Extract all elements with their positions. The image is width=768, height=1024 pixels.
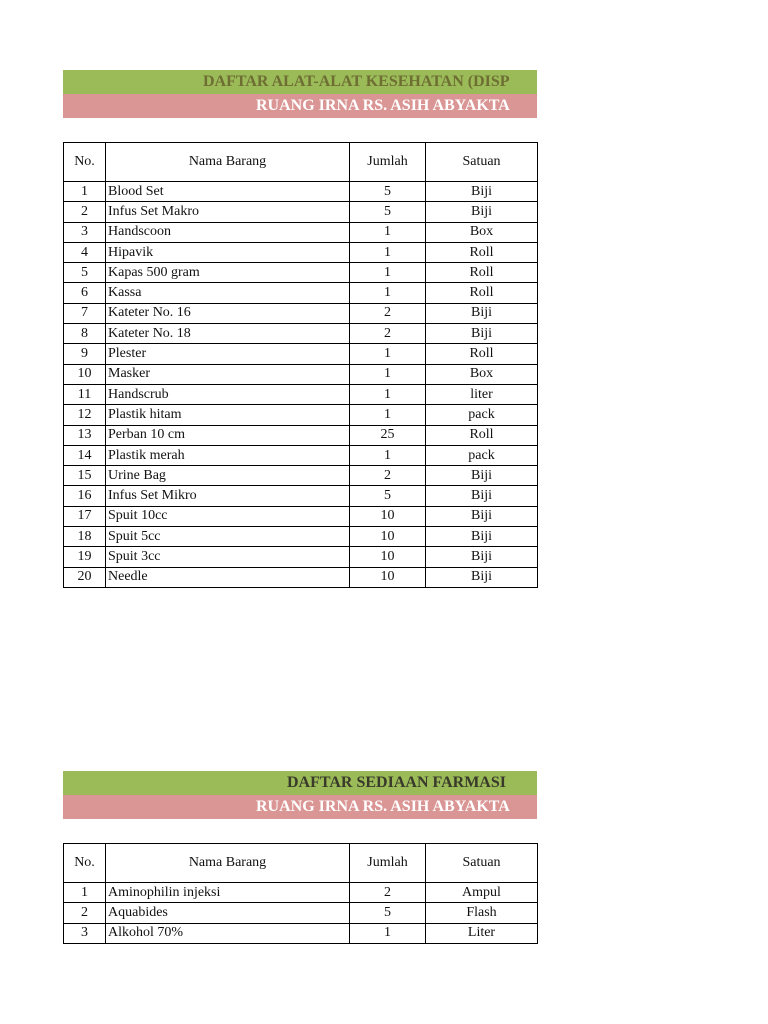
table-row <box>64 364 538 384</box>
cell-name: Masker <box>106 364 350 384</box>
cell-no: 11 <box>64 384 106 404</box>
table1-wrapper <box>63 142 537 588</box>
cell-no: 3 <box>64 923 106 943</box>
cell-no: 3 <box>64 222 106 242</box>
cell-name: Handscoon <box>106 222 350 242</box>
cell-qty: 10 <box>350 547 426 567</box>
cell-no: 16 <box>64 486 106 506</box>
section2-title: DAFTAR SEDIAAN FARMASI <box>63 771 537 795</box>
cell-unit: Biji <box>426 202 538 222</box>
cell-qty: 5 <box>350 182 426 202</box>
cell-qty: 10 <box>350 567 426 587</box>
cell-qty: 10 <box>350 527 426 547</box>
cell-unit: Box <box>426 364 538 384</box>
cell-qty: 1 <box>350 384 426 404</box>
cell-qty: 1 <box>350 364 426 384</box>
header-unit: Satuan <box>426 844 538 883</box>
table-row <box>64 445 538 465</box>
cell-unit: Biji <box>426 182 538 202</box>
table-header-row <box>64 844 538 883</box>
cell-name: Aminophilin injeksi <box>106 883 350 903</box>
cell-unit: Roll <box>426 263 538 283</box>
cell-qty: 1 <box>350 405 426 425</box>
cell-qty: 5 <box>350 202 426 222</box>
table-row <box>64 547 538 567</box>
cell-name: Spuit 5cc <box>106 527 350 547</box>
cell-name: Infus Set Makro <box>106 202 350 222</box>
cell-unit: Biji <box>426 567 538 587</box>
header-no: No. <box>64 143 106 182</box>
section-alat-kesehatan <box>63 70 537 118</box>
table-row <box>64 466 538 486</box>
cell-qty: 5 <box>350 486 426 506</box>
cell-no: 17 <box>64 506 106 526</box>
cell-name: Hipavik <box>106 242 350 262</box>
header-unit: Satuan <box>426 143 538 182</box>
cell-qty: 2 <box>350 324 426 344</box>
cell-no: 10 <box>64 364 106 384</box>
cell-unit: Biji <box>426 547 538 567</box>
cell-unit: Ampul <box>426 883 538 903</box>
cell-no: 7 <box>64 303 106 323</box>
cell-no: 8 <box>64 324 106 344</box>
table-alat-kesehatan <box>63 142 538 588</box>
table-row <box>64 303 538 323</box>
cell-qty: 1 <box>350 263 426 283</box>
table-row <box>64 923 538 943</box>
cell-no: 13 <box>64 425 106 445</box>
cell-no: 20 <box>64 567 106 587</box>
cell-name: Kapas 500 gram <box>106 263 350 283</box>
table-row <box>64 344 538 364</box>
section1-subtitle: RUANG IRNA RS. ASIH ABYAKTA <box>63 94 537 118</box>
cell-no: 12 <box>64 405 106 425</box>
cell-unit: Flash <box>426 903 538 923</box>
cell-qty: 1 <box>350 283 426 303</box>
table-row <box>64 283 538 303</box>
table-row <box>64 527 538 547</box>
table-row <box>64 222 538 242</box>
cell-no: 1 <box>64 883 106 903</box>
table-row <box>64 384 538 404</box>
cell-no: 14 <box>64 445 106 465</box>
table-header-row <box>64 143 538 182</box>
cell-unit: Biji <box>426 303 538 323</box>
cell-name: Alkohol 70% <box>106 923 350 943</box>
cell-no: 2 <box>64 903 106 923</box>
table-row <box>64 506 538 526</box>
section1-title: DAFTAR ALAT-ALAT KESEHATAN (DISP <box>63 70 537 94</box>
cell-unit: pack <box>426 445 538 465</box>
section2-subtitle: RUANG IRNA RS. ASIH ABYAKTA <box>63 795 537 819</box>
cell-unit: Roll <box>426 344 538 364</box>
cell-unit: pack <box>426 405 538 425</box>
cell-name: Kassa <box>106 283 350 303</box>
header-name: Nama Barang <box>106 143 350 182</box>
cell-name: Kateter No. 16 <box>106 303 350 323</box>
cell-no: 15 <box>64 466 106 486</box>
cell-qty: 1 <box>350 445 426 465</box>
cell-no: 19 <box>64 547 106 567</box>
cell-name: Spuit 3cc <box>106 547 350 567</box>
cell-unit: Biji <box>426 486 538 506</box>
cell-name: Handscrub <box>106 384 350 404</box>
cell-name: Spuit 10cc <box>106 506 350 526</box>
table-row <box>64 486 538 506</box>
cell-unit: Biji <box>426 466 538 486</box>
table2-wrapper <box>63 843 537 944</box>
cell-unit: Biji <box>426 324 538 344</box>
cell-unit: Roll <box>426 242 538 262</box>
cell-name: Plester <box>106 344 350 364</box>
cell-unit: Biji <box>426 506 538 526</box>
cell-name: Kateter No. 18 <box>106 324 350 344</box>
cell-unit: Liter <box>426 923 538 943</box>
table-row <box>64 425 538 445</box>
cell-no: 9 <box>64 344 106 364</box>
header-no: No. <box>64 844 106 883</box>
table-row <box>64 405 538 425</box>
table-row <box>64 903 538 923</box>
cell-name: Infus Set Mikro <box>106 486 350 506</box>
cell-qty: 1 <box>350 242 426 262</box>
cell-qty: 25 <box>350 425 426 445</box>
cell-unit: Biji <box>426 527 538 547</box>
cell-qty: 2 <box>350 466 426 486</box>
cell-name: Aquabides <box>106 903 350 923</box>
table-row <box>64 324 538 344</box>
table-row <box>64 202 538 222</box>
cell-qty: 1 <box>350 222 426 242</box>
cell-unit: Box <box>426 222 538 242</box>
cell-name: Plastik merah <box>106 445 350 465</box>
cell-qty: 2 <box>350 303 426 323</box>
cell-qty: 10 <box>350 506 426 526</box>
cell-unit: liter <box>426 384 538 404</box>
cell-name: Plastik hitam <box>106 405 350 425</box>
cell-no: 2 <box>64 202 106 222</box>
cell-no: 4 <box>64 242 106 262</box>
cell-qty: 1 <box>350 923 426 943</box>
header-qty: Jumlah <box>350 143 426 182</box>
header-name: Nama Barang <box>106 844 350 883</box>
cell-unit: Roll <box>426 283 538 303</box>
cell-qty: 1 <box>350 344 426 364</box>
section-sediaan-farmasi <box>63 771 537 819</box>
cell-qty: 5 <box>350 903 426 923</box>
table-row <box>64 567 538 587</box>
cell-unit: Roll <box>426 425 538 445</box>
cell-name: Urine Bag <box>106 466 350 486</box>
cell-no: 1 <box>64 182 106 202</box>
cell-no: 18 <box>64 527 106 547</box>
cell-no: 5 <box>64 263 106 283</box>
table-sediaan-farmasi <box>63 843 538 944</box>
cell-name: Perban 10 cm <box>106 425 350 445</box>
cell-no: 6 <box>64 283 106 303</box>
cell-name: Needle <box>106 567 350 587</box>
table-row <box>64 883 538 903</box>
cell-name: Blood Set <box>106 182 350 202</box>
table-row <box>64 242 538 262</box>
table-row <box>64 182 538 202</box>
cell-qty: 2 <box>350 883 426 903</box>
table-row <box>64 263 538 283</box>
header-qty: Jumlah <box>350 844 426 883</box>
